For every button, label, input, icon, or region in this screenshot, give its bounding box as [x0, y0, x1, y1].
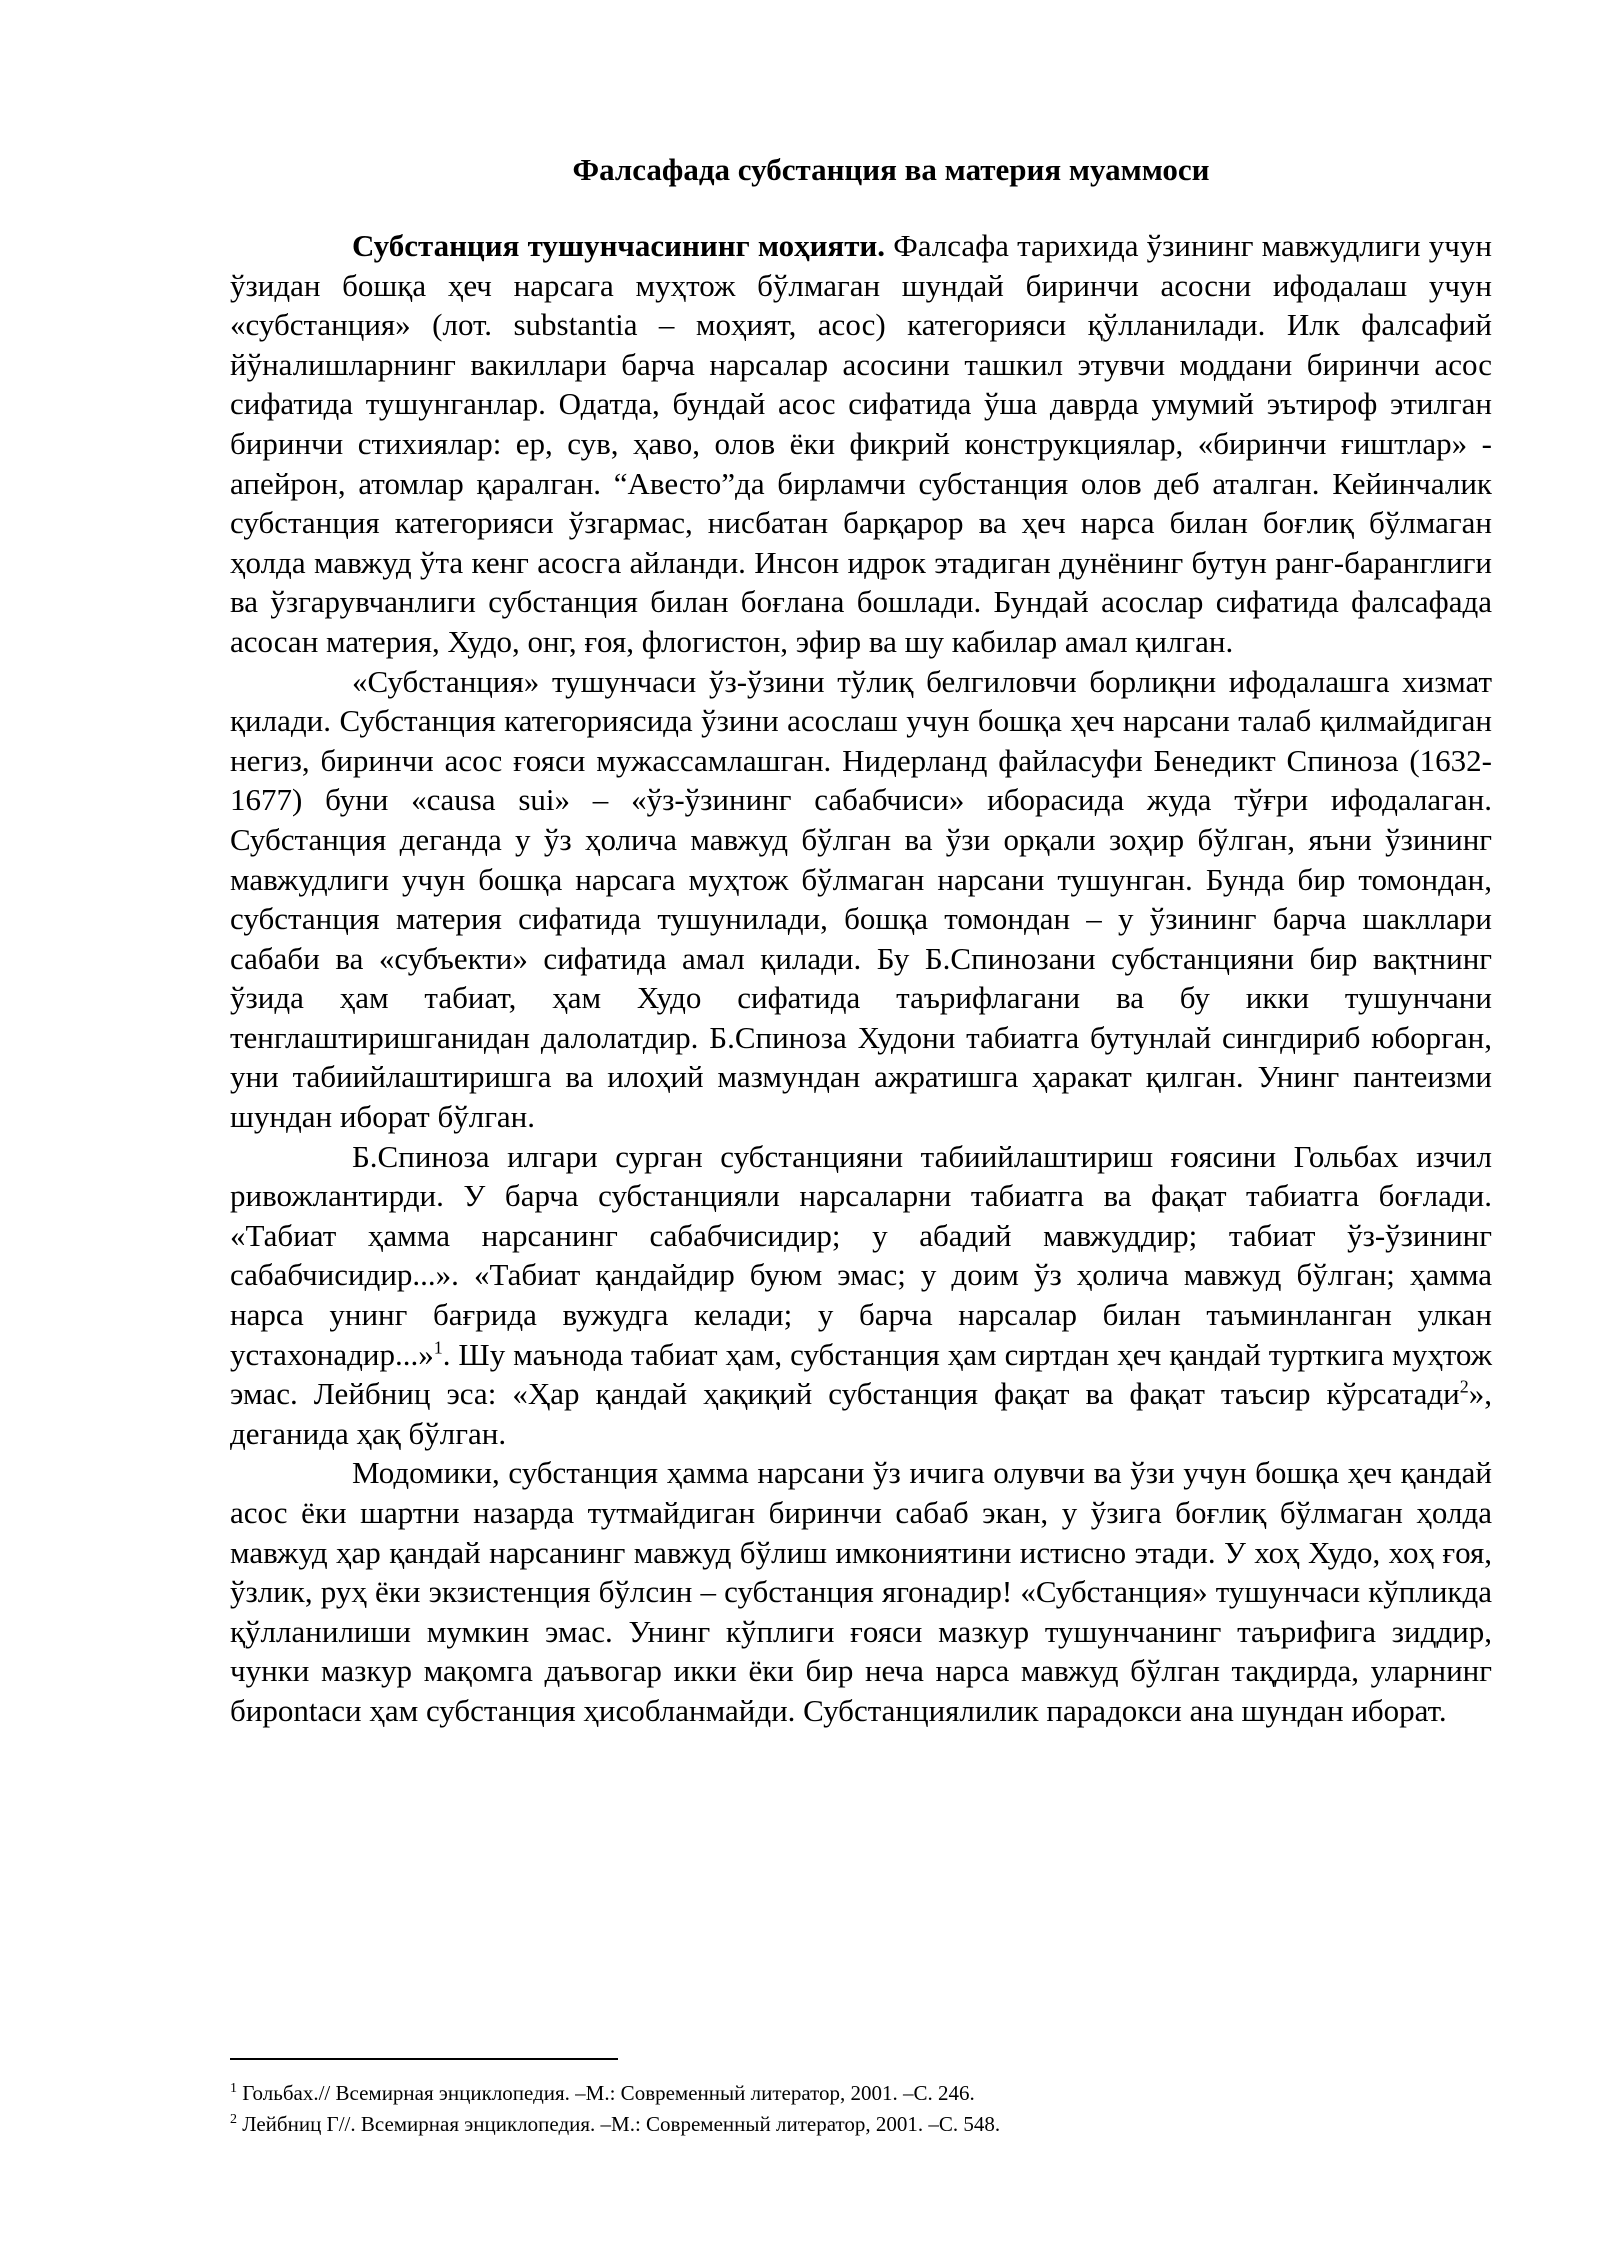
footnote-1-text: Гольбах.// Всемирная энциклопедия. –М.: Современный литератор, 2001. –С. 246. — [237, 2081, 975, 2105]
paragraph-1 — [230, 226, 1492, 662]
footnote-2-text: Лейбниц Г//. Всемирная энциклопедия. –М.: Современный литератор, 2001. –С. 548. — [237, 2112, 1001, 2136]
footnote-1 — [230, 2078, 1492, 2109]
section-heading: Субстанция тушунчасининг моҳияти. — [352, 228, 886, 263]
footnote-1-mark: 1 — [230, 2081, 237, 2096]
paragraph-4: Модомики, субстанция ҳамма нарсани ўз ичига олувчи ва ўзи учун бошқа ҳеч қандай асос ёки шартни назарда тутмайдиган биринчи сабаб экан, у ўзига боғлиқ бўлмаган ҳолда мавжуд ҳар қандай нарсанинг мавжуд бўлиш имкониятини истисно этади. У хоҳ Худо, хоҳ ғоя, ўзлик, руҳ ёки экзистенция бўлсин – субстанция ягонадир! «Субстанция» тушунчаси кўпликда қўлланилиши мумкин эмас. Унинг кўплиги ғояси мазкур тушунчанинг таърифига зиддир, чунки мазкур мақомга даъвогар икки ёки бир неча нарса мавжуд бўлган тақдирда, уларнинг бирontaси ҳам субстанция ҳисобланмайди. Субстанциялилик парадокси ана шундан иборат. — [230, 1455, 1492, 1728]
document-title: Фалсафада субстанция ва материя муаммоси — [572, 152, 1210, 187]
footnote-ref-2[interactable]: 2 — [1459, 1376, 1469, 1397]
paragraph-3 — [230, 1137, 1492, 1454]
footnotes — [230, 2078, 1492, 2140]
paragraph-3-text-a: Б.Спиноза илгари сурган субстанцияни табиийлаштириш ғоясини Гольбах изчил ривожлантирди. У барча субстанцияли нарсаларни табиатга ва фақат табиатга боғлади. «Табиат ҳамма нарсанинг сабабчисидир; у абадий мавжуддир; табиат ўз-ўзининг сабабчисидир...». «Табиат қандайдир буюм эмас; у доим ўз ҳолича мавжуд бўлган; ҳамма нарса унинг бағрида вужудга келади; у барча нарсалар билан таъминланган улкан устахонадир...» — [230, 1138, 1492, 1372]
paragraph-1-text: Фалсафа тарихида ўзининг мавжудлиги учун ўзидан бошқа ҳеч нарсага муҳтож бўлмаган шундай биринчи асосни ифодалаш учун «субстанция» (лот. substantia – моҳият, асос) категорияси қўлланилади. Илк фалсафий йўналишларнинг вакиллари барча нарсалар асосини ташкил этувчи моддани биринчи асос сифатида тушунганлар. Одатда, бундай асос сифатида ўша даврда умумий эътироф этилган биринчи стихиялар: ер, сув, ҳаво, олов ёки фикрий конструкциялар, «биринчи ғиштлар» - апейрон, атомлар қаралган. “Авесто”да бирламчи субстанция олов деб аталган. Кейинчалик субстанция категорияси ўзгармас, нисбатан барқарор ва ҳеч нарса билан боғлиқ бўлмаган ҳолда мавжуд ўта кенг асосга айланди. Инсон идрок этадиган дунёнинг бутун ранг-баранглиги ва ўзгарувчанлиги субстанция билан боғлана бошлади. Бундай асослар сифатида фалсафада асосан материя, Худо, онг, ғоя, флогистон, эфир ва шу кабилар амал қилган. — [230, 228, 1492, 659]
paragraph-2: «Субстанция» тушунчаси ўз-ўзини тўлиқ белгиловчи борлиқни ифодалашга хизмат қилади. Субстанция категориясида ўзини асослаш учун бошқа ҳеч нарсани талаб қилмайдиган негиз, биринчи асос ғояси мужассамлашган. Нидерланд файласуфи Бенедикт Спиноза (1632-1677) буни «causa sui» – «ўз-ўзининг сабабчиси» иборасида жуда тўғри ифодалаган. Субстанция деганда у ўз ҳолича мавжуд бўлган ва ўзи орқали зоҳир бўлган, яъни ўзининг мавжудлиги учун бошқа нарсага муҳтож бўлмаган нарсани тушунган. Бунда бир томондан, субстанция материя сифатида тушунилади, бошқа томондан – у ўзининг барча шакллари сабаби ва «субъекти» сифатида амал қилади. Бу Б.Спинозани субстанцияни бир вақтнинг ўзида ҳам табиат, ҳам Худо сифатида таърифлагани ва бу икки тушунчани тенглаштиришганидан далолатдир. Б.Спиноза Худони табиатга бутунлай сингдириб юборган, уни табиийлаштиришга ва илоҳий мазмундан ажратишга ҳаракат қилган. Унинг пантеизми шундан иборат бўлган. — [230, 663, 1492, 1135]
footnote-separator — [230, 2058, 618, 2060]
footnote-2 — [230, 2109, 1492, 2140]
paragraph-3-text-c: », деганида ҳақ бўлган. — [230, 1376, 1492, 1451]
footnote-ref-1[interactable]: 1 — [433, 1337, 443, 1358]
document-page — [230, 150, 1492, 1731]
paragraph-3-text-b: . Шу маънода табиат ҳам, субстанция ҳам сиртдан ҳеч қандай турткига муҳтож эмас. Лейбниц эса: «Ҳар қандай ҳақиқий субстанция фақат ва фақат таъсир кўрсатади — [230, 1336, 1492, 1412]
footnote-2-mark: 2 — [230, 2112, 237, 2127]
